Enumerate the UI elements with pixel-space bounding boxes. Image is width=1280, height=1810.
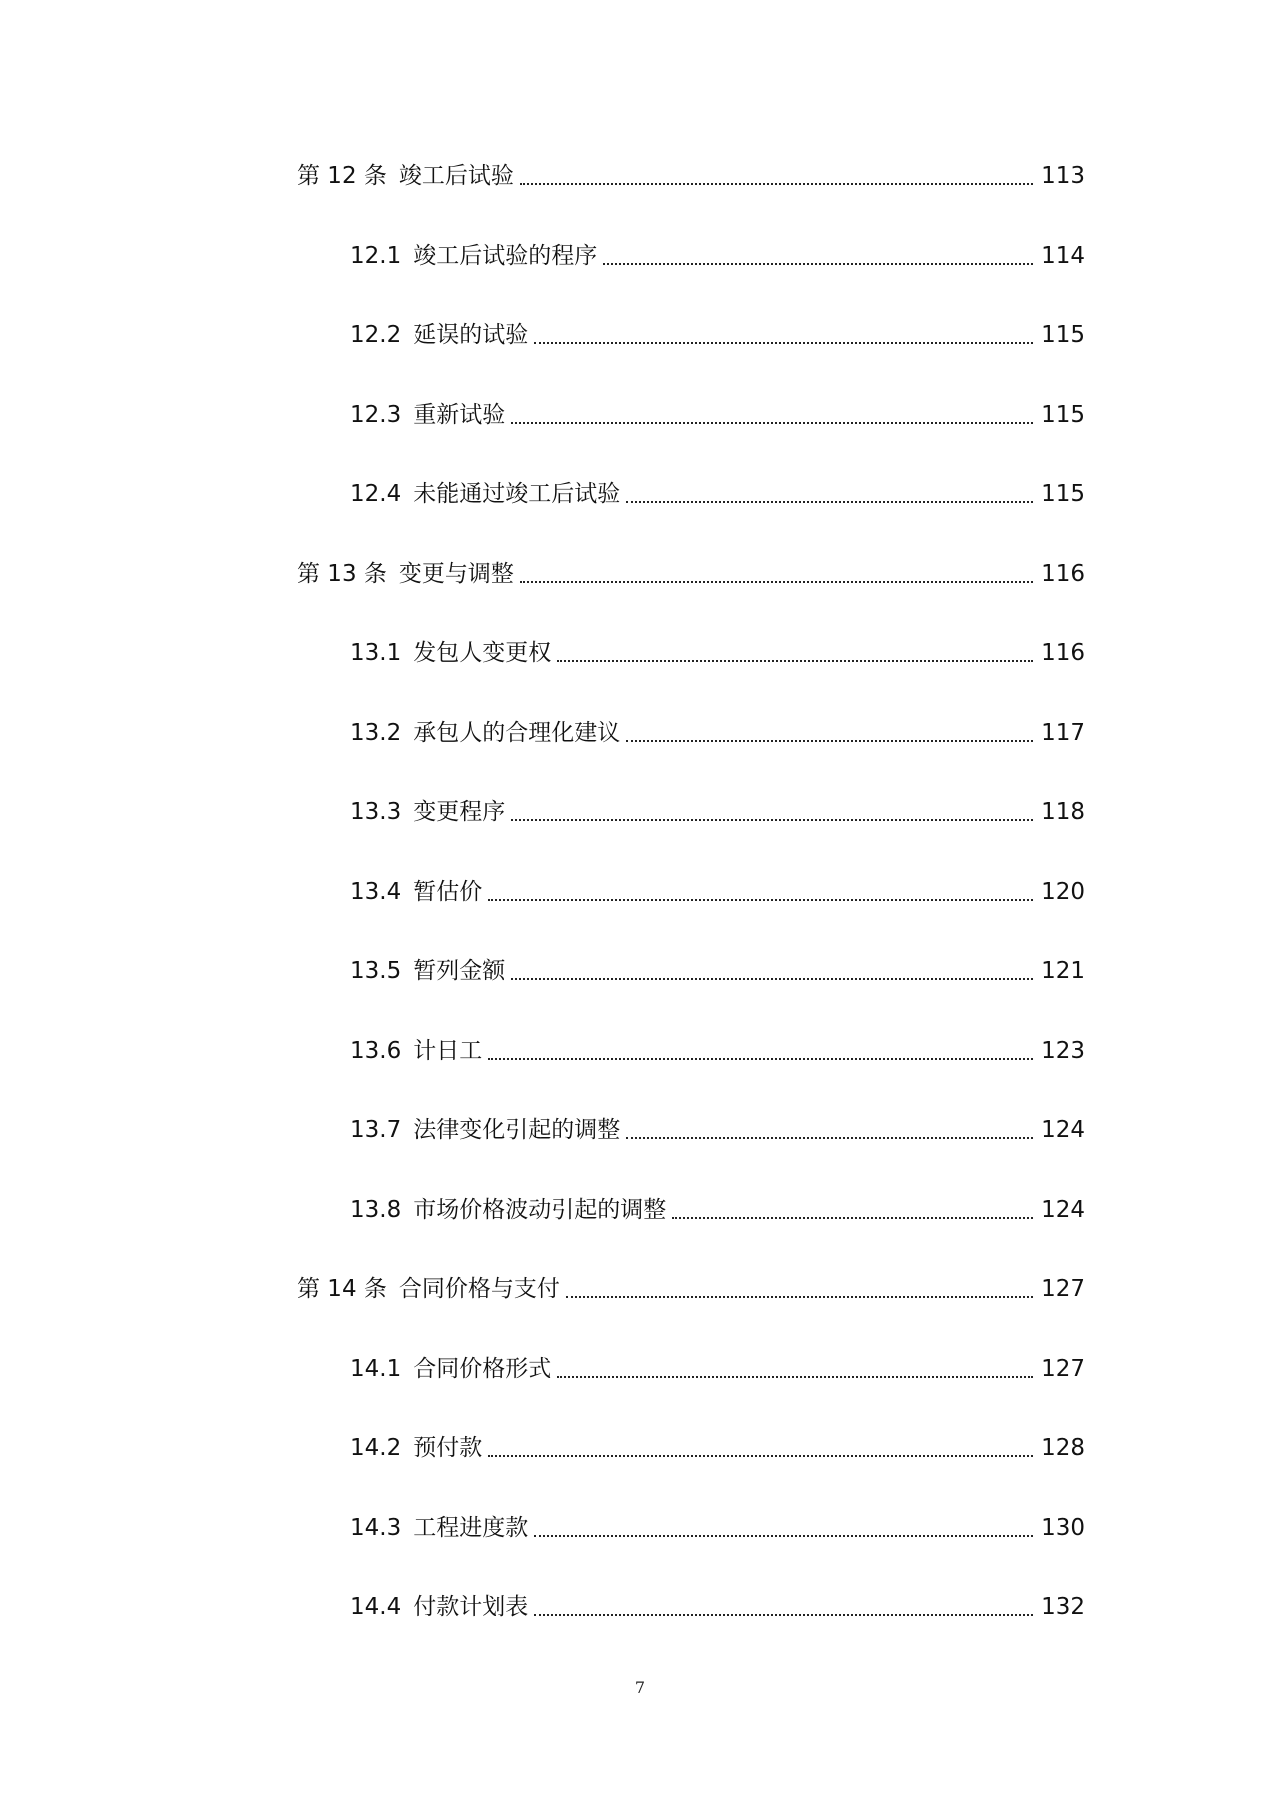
dot-leader <box>626 1110 1033 1150</box>
dot-leader <box>520 156 1033 196</box>
toc-entry-number: 第 12 条 <box>297 163 387 189</box>
toc-entry-page: 114 <box>1041 243 1085 269</box>
toc-entry-number: 12.4 <box>350 481 402 507</box>
toc-entry-title: 变更程序 <box>413 799 506 825</box>
toc-entry[interactable] <box>350 1031 1085 1071</box>
toc-entry-title: 承包人的合理化建议 <box>413 720 621 746</box>
toc-entry-number: 14.4 <box>350 1594 402 1620</box>
toc-entry-number: 12.2 <box>350 322 402 348</box>
dot-leader <box>626 474 1033 514</box>
dot-leader <box>511 951 1033 991</box>
toc-entry[interactable] <box>350 1190 1085 1230</box>
dot-leader <box>557 1349 1033 1389</box>
toc-entry-number: 14.3 <box>350 1515 402 1541</box>
toc-entry[interactable] <box>350 236 1085 276</box>
toc-entry[interactable] <box>350 872 1085 912</box>
toc-entry-page: 117 <box>1041 720 1085 746</box>
toc-entry-title: 计日工 <box>413 1038 483 1064</box>
toc-entry-title: 发包人变更权 <box>413 640 552 666</box>
toc-entry-number: 13.8 <box>350 1197 402 1223</box>
toc-entry[interactable] <box>350 951 1085 991</box>
toc-entry-title: 法律变化引起的调整 <box>413 1117 621 1143</box>
dot-leader <box>626 713 1033 753</box>
toc-entry-title: 竣工后试验 <box>398 163 514 189</box>
toc-entry-page: 120 <box>1041 879 1085 905</box>
toc-entry[interactable] <box>297 1269 1085 1309</box>
toc-entry-page: 127 <box>1041 1276 1085 1302</box>
dot-leader <box>557 633 1033 673</box>
dot-leader <box>534 315 1033 355</box>
toc-entry-page: 116 <box>1041 561 1085 587</box>
toc-entry-number: 14.1 <box>350 1356 402 1382</box>
toc-entry-number: 第 14 条 <box>297 1276 387 1302</box>
toc-entry-page: 113 <box>1041 163 1085 189</box>
toc-entry-page: 130 <box>1041 1515 1085 1541</box>
toc-entry-page: 115 <box>1041 322 1085 348</box>
toc-entry-page: 118 <box>1041 799 1085 825</box>
toc-entry-page: 128 <box>1041 1435 1085 1461</box>
toc-entry[interactable] <box>350 315 1085 355</box>
dot-leader <box>534 1508 1033 1548</box>
toc-entry-page: 124 <box>1041 1117 1085 1143</box>
toc-entry[interactable] <box>350 395 1085 435</box>
toc-entry-title: 暂估价 <box>413 879 483 905</box>
toc-entry-page: 127 <box>1041 1356 1085 1382</box>
dot-leader <box>488 1428 1033 1468</box>
toc-entry-title: 变更与调整 <box>398 561 514 587</box>
toc-entry-title: 未能通过竣工后试验 <box>413 481 621 507</box>
dot-leader <box>603 236 1033 276</box>
toc-entry-title: 延误的试验 <box>413 322 529 348</box>
toc-entry-title: 合同价格与支付 <box>398 1276 560 1302</box>
toc-entry-title: 付款计划表 <box>413 1594 529 1620</box>
toc-entry-number: 13.7 <box>350 1117 402 1143</box>
page-number: 7 <box>634 1678 646 1697</box>
toc-entry-title: 重新试验 <box>413 402 506 428</box>
toc-entry-number: 13.6 <box>350 1038 402 1064</box>
toc-entry-title: 合同价格形式 <box>413 1356 552 1382</box>
toc-entry[interactable] <box>350 1110 1085 1150</box>
dot-leader <box>488 872 1033 912</box>
toc-entry-page: 115 <box>1041 481 1085 507</box>
toc-entry-number: 13.3 <box>350 799 402 825</box>
toc-entry[interactable] <box>297 156 1085 196</box>
toc-entry[interactable] <box>350 792 1085 832</box>
toc-entry-number: 12.1 <box>350 243 402 269</box>
toc-entry-page: 116 <box>1041 640 1085 666</box>
toc-entry-number: 第 13 条 <box>297 561 387 587</box>
toc-entry-title: 预付款 <box>413 1435 483 1461</box>
toc-entry-title: 暂列金额 <box>413 958 506 984</box>
toc-entry[interactable] <box>350 474 1085 514</box>
toc-entry[interactable] <box>350 1587 1085 1627</box>
toc-entry[interactable] <box>350 1508 1085 1548</box>
dot-leader <box>511 395 1033 435</box>
toc-entry-page: 115 <box>1041 402 1085 428</box>
toc-entry-number: 14.2 <box>350 1435 402 1461</box>
dot-leader <box>520 554 1033 594</box>
toc-entry[interactable] <box>350 1428 1085 1468</box>
dot-leader <box>672 1190 1033 1230</box>
toc-entry[interactable] <box>350 713 1085 753</box>
toc-entry-page: 124 <box>1041 1197 1085 1223</box>
toc-entry-number: 13.2 <box>350 720 402 746</box>
toc-entry-page: 123 <box>1041 1038 1085 1064</box>
toc-entry[interactable] <box>350 1349 1085 1389</box>
toc-entry-number: 13.5 <box>350 958 402 984</box>
toc-entry-page: 132 <box>1041 1594 1085 1620</box>
toc-entry-title: 工程进度款 <box>413 1515 529 1541</box>
toc-entry-number: 13.1 <box>350 640 402 666</box>
dot-leader <box>511 792 1033 832</box>
toc-entry-title: 竣工后试验的程序 <box>413 243 598 269</box>
toc-entry-page: 121 <box>1041 958 1085 984</box>
toc-entry-number: 13.4 <box>350 879 402 905</box>
dot-leader <box>566 1269 1033 1309</box>
toc-entry-number: 12.3 <box>350 402 402 428</box>
toc-entry-title: 市场价格波动引起的调整 <box>413 1197 667 1223</box>
dot-leader <box>488 1031 1033 1071</box>
toc-entry[interactable] <box>297 554 1085 594</box>
toc-entry[interactable] <box>350 633 1085 673</box>
dot-leader <box>534 1587 1033 1627</box>
